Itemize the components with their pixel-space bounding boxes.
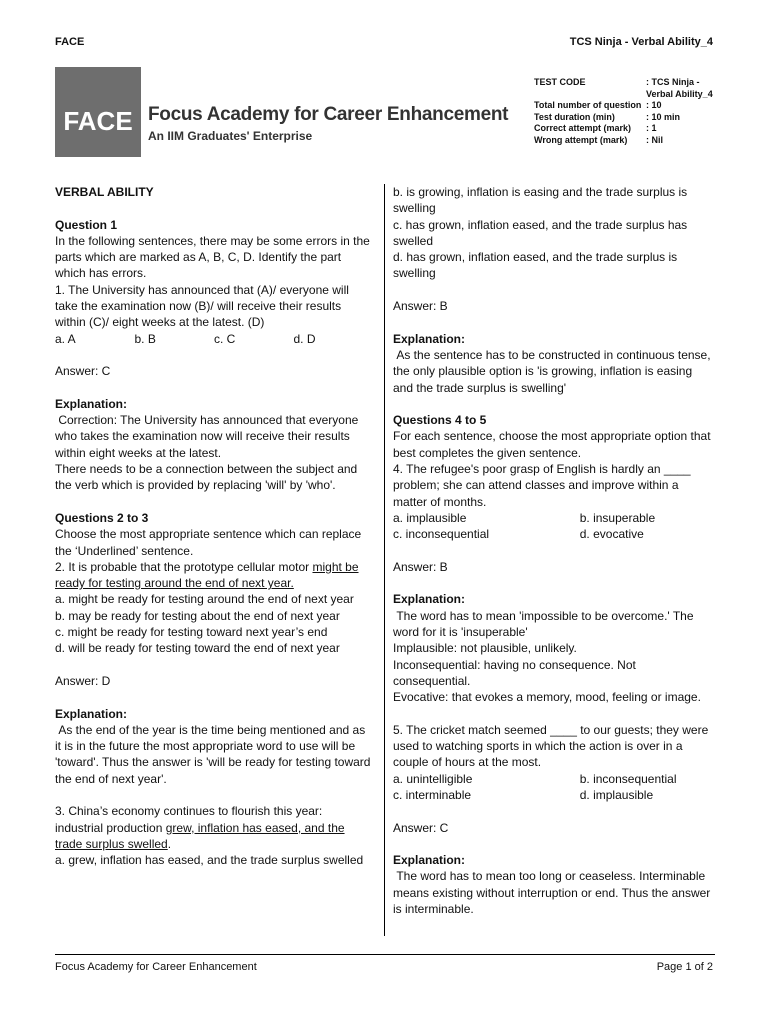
q5-option-b: b. inconsequential [579, 771, 677, 786]
q5-option-c: c. interminable [393, 787, 472, 802]
q4-option-b: b. insuperable [579, 510, 656, 525]
q5-stem: 5. The cricket match seemed ____ to our guests; they were used to watching sports in which the action is over in a couple of hours at the most. [393, 722, 709, 770]
q3-explanation: As the sentence has to be constructed in continuous tense, the only plausible option is 'is growing, inflation is easing and the trade surplus is swelling' [393, 347, 711, 395]
q1-option-c: c. C [214, 331, 236, 346]
q4-explanation-4: Evocative: that evokes a memory, mood, feeling or image. [393, 690, 701, 705]
q2-option-b: b. may be ready for testing about the end of next year [55, 608, 340, 623]
q2-option-d: d. will be ready for testing toward the end of next year [55, 641, 340, 656]
q1-explanation-2: There needs to be a connection between the subject and the verb which is provided by replacing 'will' by 'who'. [55, 462, 358, 493]
q1-title: Question 1 [55, 217, 118, 232]
left-column [55, 184, 373, 868]
org-tagline: An IIM Graduates' Enterprise [148, 129, 313, 143]
q3-option-b: b. is growing, inflation is easing and the trade surplus is swelling [393, 185, 688, 216]
q5-option-a: a. unintelligible [393, 771, 473, 786]
q23-intro: Choose the most appropriate sentence which can replace the ‘Underlined’ sentence. [55, 527, 362, 558]
q1-stem: 1. The University has announced that (A)/ everyone will take the examination now (B)/ will receive their results within (C)/ eight weeks at the latest. (D) [55, 282, 349, 330]
q5-explanation-title: Explanation: [393, 853, 466, 868]
right-column [393, 184, 715, 917]
q5-answer: Answer: C [393, 820, 449, 835]
q2-stem: 2. It is probable that the prototype cellular motor might be ready for testing around the end of next year. [55, 559, 359, 591]
q4-options-row [393, 510, 715, 526]
meta-row: Wrong attempt (mark) : Nil [534, 134, 663, 145]
column-divider [384, 184, 385, 936]
q1-option-d: d. D [293, 331, 316, 346]
q4-explanation-2: Implausible: not plausible, unlikely. [393, 641, 577, 656]
q5-options-row [393, 771, 715, 787]
meta-row: Test duration (min) : 10 min [534, 111, 681, 122]
q3-option-a: a. grew, inflation has eased, and the trade surplus swelled [55, 853, 364, 868]
footer-rule [55, 954, 715, 955]
q4-option-c: c. inconsequential [393, 527, 490, 542]
q3-option-c: c. has grown, inflation eased, and the trade surplus has swelled [393, 217, 688, 248]
org-name: Focus Academy for Career Enhancement [148, 104, 509, 125]
q2-option-c: c. might be ready for testing toward next year’s end [55, 625, 328, 640]
meta-row: Total number of question : 10 [534, 100, 662, 111]
q4-answer: Answer: B [393, 559, 448, 574]
q4-explanation-1: The word has to mean 'impossible to be overcome.' The word for it is 'insuperable' [393, 608, 694, 640]
q1-answer: Answer: C [55, 364, 111, 379]
face-logo: FACE [55, 67, 141, 157]
q3-underlined: grew, inflation has eased, and the trade surplus swelled [55, 820, 345, 851]
q45-title: Questions 4 to 5 [393, 413, 487, 428]
q3-answer: Answer: B [393, 299, 448, 314]
q2-option-a: a. might be ready for testing around the end of next year [55, 592, 354, 607]
q23-title: Questions 2 to 3 [55, 510, 149, 525]
q4-options-row [393, 526, 715, 542]
q5-option-d: d. implausible [579, 787, 654, 802]
footer-left: Focus Academy for Career Enhancement [55, 961, 257, 973]
q2-explanation: As the end of the year is the time being mentioned and as it is in the future the most appropriate word to use will be 'toward'. Thus the answer is 'will be ready for testing toward the end of next year'. [55, 722, 371, 786]
q4-option-d: d. evocative [579, 527, 644, 542]
q4-option-a: a. implausible [393, 510, 467, 525]
q1-intro: In the following sentences, there may be some errors in the parts which are marked as A, B, C, D. Identify the part which has errors. [55, 233, 370, 281]
q4-explanation-3: Inconsequential: having no consequence. Not consequential. [393, 657, 636, 688]
header-left: FACE [55, 36, 85, 48]
meta-row: Correct attempt (mark) : 1 [534, 123, 657, 134]
q3-stem: 3. China’s economy continues to flourish this year: industrial production grew, inflation has eased, and the trade surplus swelled. [55, 804, 345, 851]
q3-explanation-title: Explanation: [393, 331, 466, 346]
test-meta [534, 77, 714, 147]
q1-options [55, 331, 373, 347]
section-title: VERBAL ABILITY [55, 185, 154, 199]
q4-explanation-title: Explanation: [393, 592, 466, 607]
q2-answer: Answer: D [55, 673, 111, 688]
q4-stem: 4. The refugee's poor grasp of English is hardly an ____ problem; she can attend classes and improve within a matter of months. [393, 462, 691, 509]
q45-intro: For each sentence, choose the most appropriate option that best completes the given sentence. [393, 429, 711, 460]
q5-explanation: The word has to mean too long or ceaseless. Interminable means existing without interruption or end. Thus the answer is interminable. [393, 869, 711, 917]
q1-option-a: a. A [55, 331, 76, 346]
q5-options-row [393, 787, 715, 803]
page-number: Page 1 of 2 [656, 961, 713, 973]
q2-underlined: might be ready for testing around the end of next year. [55, 559, 359, 591]
meta-row: TEST CODE : TCS Ninja - Verbal Ability_4 [534, 77, 713, 99]
q1-explanation-1: Correction: The University has announced that everyone who takes the examination now will receive their results within eight weeks at the latest. [55, 413, 359, 460]
q1-explanation-title: Explanation: [55, 396, 128, 411]
q2-explanation-title: Explanation: [55, 706, 128, 721]
header-right: TCS Ninja - Verbal Ability_4 [569, 36, 713, 48]
q3-option-d: d. has grown, inflation eased, and the trade surplus is swelling [393, 250, 678, 281]
q1-option-b: b. B [134, 331, 156, 346]
